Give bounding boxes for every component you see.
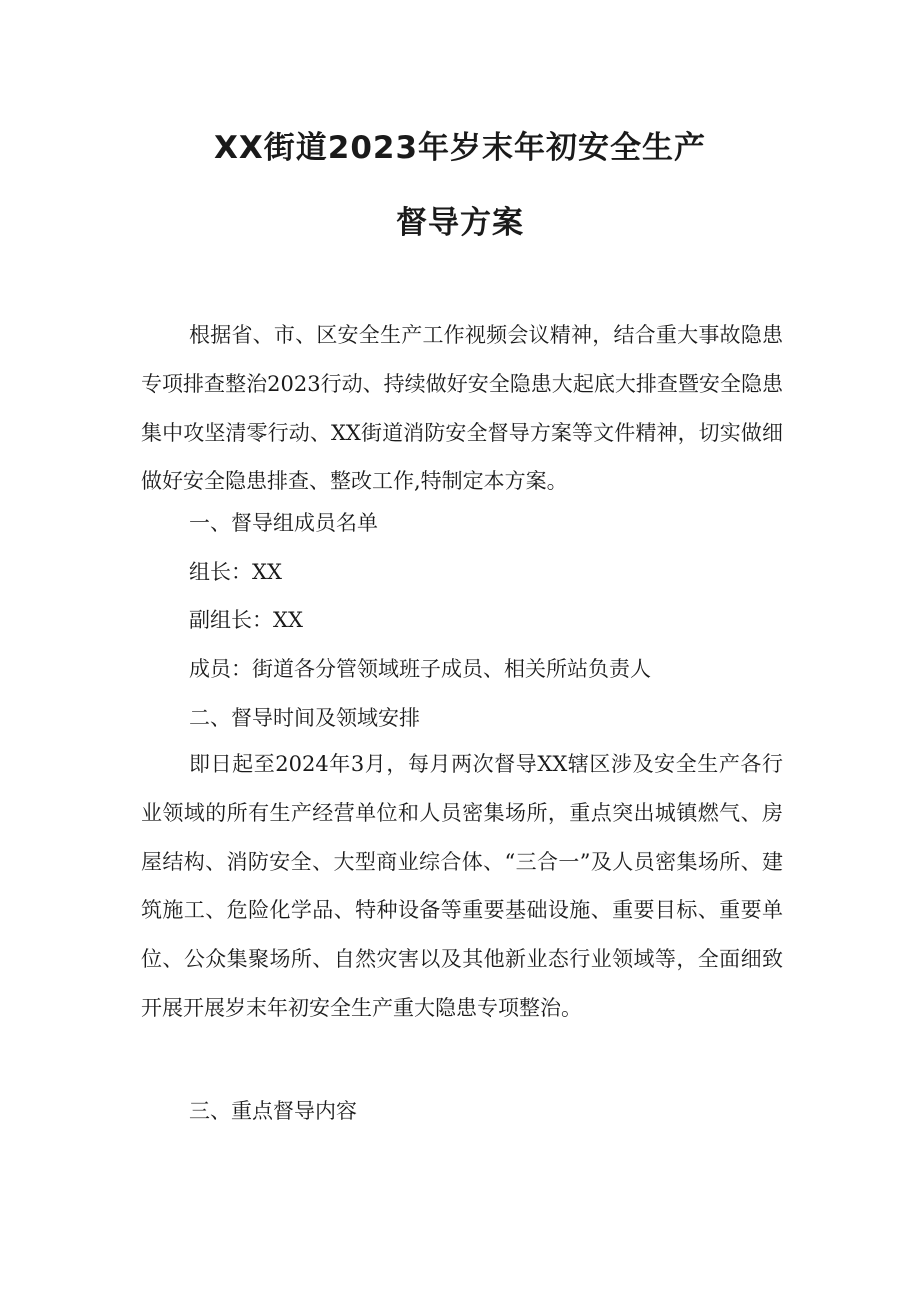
schedule-paragraph: 即日起至2024年3月，每月两次督导XX辖区涉及安全生产各行业领域的所有生产经营单位和人员密集场所，重点突出城镇燃气、房屋结构、消防安全、大型商业综合体、“三合一”及人员密集场所、建筑施工、危险化学品、特种设备等重要基础设施、重要目标、重要单位、公众集聚场所、自然灾害以及其他新业态行业领域等，全面细致开展开展岁末年初安全生产重大隐患专项整治。 — [141, 752, 783, 1020]
leader-line: 组长：XX — [189, 560, 282, 584]
members-line: 成员：街道各分管领域班子成员、相关所站负责人 — [189, 657, 651, 681]
section-2-heading: 二、督导时间及领域安排 — [189, 706, 420, 730]
section-3-heading: 三、重点督导内容 — [189, 1099, 357, 1123]
section-1-heading: 一、督导组成员名单 — [189, 511, 378, 535]
document-title-line-2: 督导方案 — [396, 205, 524, 241]
document-title-line-1: XX街道2023年岁末年初安全生产 — [213, 130, 707, 166]
intro-paragraph: 根据省、市、区安全生产工作视频会议精神，结合重大事故隐患专项排查整治2023行动、持续做好安全隐患大起底大排查暨安全隐患集中攻坚清零行动、XX街道消防安全督导方案等文件精神，切实做细做好安全隐患排查、整改工作,特制定本方案。 — [141, 323, 783, 494]
deputy-leader-line: 副组长：XX — [189, 608, 303, 632]
